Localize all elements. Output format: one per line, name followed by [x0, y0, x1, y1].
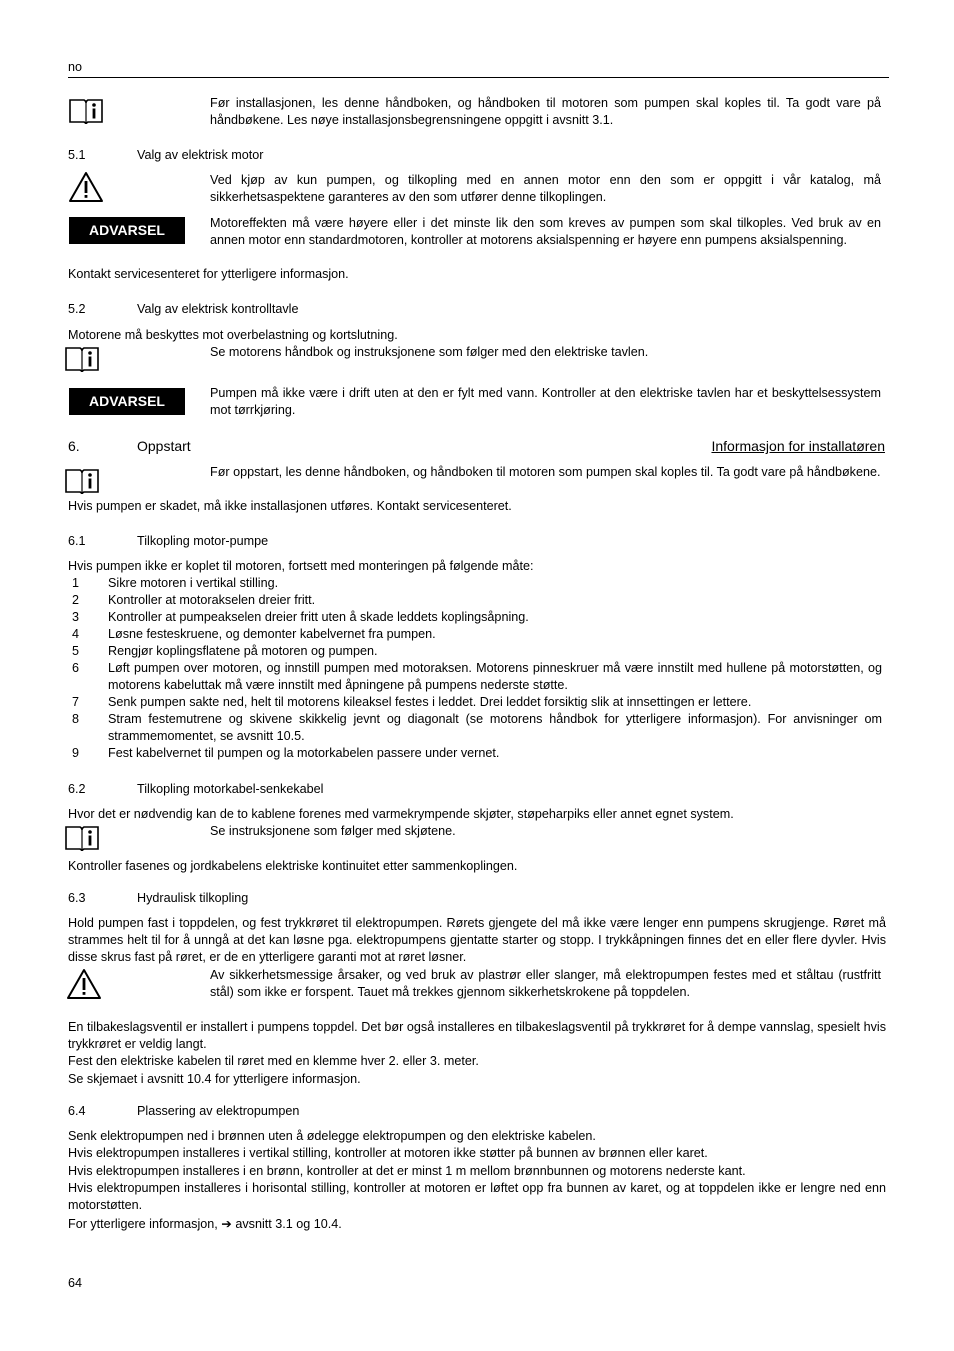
warning-triangle-icon — [66, 968, 102, 1000]
section-6-3-paragraph-2: Av sikkerhetsmessige årsaker, og ved bruk av plastrør eller slanger, må elektropumpen festes med et ståltau (rustfritt stål) som ikke er forspent. Tauet må trekkes gjennom sikkerhetskrokene på toppdelen. — [210, 968, 881, 999]
section-6-3-heading — [0, 891, 900, 909]
reference-prefix: For ytterligere informasjon, — [68, 1217, 218, 1231]
section-6-3-paragraph-5: Se skjemaet i avsnitt 10.4 for ytterligere informasjon. — [68, 1072, 361, 1086]
manual-icon — [62, 344, 102, 374]
section-title: Hydraulisk tilkopling — [137, 891, 249, 905]
list-item: 7 Senk pumpen sakte ned, helt til motorens kileaksel festes i leddet. Drei leddet forsiktig slik at innsettingen er lettere. — [72, 695, 752, 709]
page-number: 64 — [68, 1276, 83, 1290]
list-item: 9 Fest kabelvernet til pumpen og la motorkabelen passere under vernet. — [72, 746, 500, 760]
section-number: 6. — [68, 438, 80, 454]
section-number: 5.1 — [68, 148, 86, 162]
section-6-heading — [0, 438, 900, 458]
section-5-1-paragraph-1: Ved kjøp av kun pumpen, og tilkopling med en annen motor enn den som er oppgitt i vår katalog, må sikkerhetsaspektene garanteres av den som utfører denne tilkoplingen. — [210, 173, 881, 204]
section-5-2-heading — [0, 302, 900, 320]
section-title: Oppstart — [137, 438, 191, 454]
section-6-3-paragraph-3: En tilbakeslagsventil er installert i pumpens toppdel. Det bør også installeres en tilbakeslagsventil på trykkrøret for å dempe vannslag, spesielt hvis trykkrøret er veldig langt. — [68, 1020, 886, 1051]
section-6-2-paragraph-1: Hvor det er nødvendig kan de to kablene forenes med varmekrympende skjøter, støpeharpiks eller annet egnet system. — [68, 807, 734, 821]
list-item: 2 Kontroller at motorakselen dreier fritt. — [72, 593, 316, 607]
section-number: 6.1 — [68, 534, 86, 548]
section-title: Valg av elektrisk kontrolltavle — [137, 302, 299, 316]
section-5-2-paragraph-2: Se motorens håndbok og instruksjonene som følger med den elektriske tavlen. — [210, 345, 649, 359]
warning-label: ADVARSEL — [69, 217, 185, 244]
section-5-1-paragraph-3: Kontakt servicesenteret for ytterligere informasjon. — [68, 267, 349, 281]
manual-icon — [62, 466, 102, 496]
audience-label: Informasjon for installatøren — [711, 438, 885, 454]
language-code: no — [68, 60, 83, 74]
arrow-right-icon: ➔ — [221, 1216, 232, 1231]
list-item: 5 Rengjør koplingsflatene på motoren og pumpen. — [72, 644, 378, 658]
section-6-4-paragraph-3: Hvis elektropumpen installeres i en brønn, kontroller at det er minst 1 m mellom brønnbunnen og motorens nederste kant. — [68, 1164, 746, 1178]
manual-icon — [62, 823, 102, 853]
section-6-paragraph-2: Hvis pumpen er skadet, må ikke installasjonen utføres. Kontakt servicesenteret. — [68, 499, 512, 513]
list-item: 4 Løsne festeskruene, og demonter kabelvernet fra pumpen. — [72, 627, 436, 641]
section-number: 6.3 — [68, 891, 86, 905]
section-title: Tilkopling motor-pumpe — [137, 534, 269, 548]
section-6-2-heading — [0, 782, 900, 800]
section-6-3-paragraph-4: Fest den elektriske kabelen til røret med en klemme hver 2. eller 3. meter. — [68, 1054, 479, 1068]
section-5-1-heading — [0, 148, 900, 166]
section-title: Tilkopling motorkabel-senkekabel — [137, 782, 324, 796]
intro-text: Før installasjonen, les denne håndboken, og håndboken til motoren som pumpen skal koples til. Ta godt vare på håndbøkene. Les nøye installasjonsbegrensningene oppgitt i avsnitt 3.1. — [210, 96, 881, 127]
section-6-4-heading — [0, 1104, 900, 1122]
section-number: 6.2 — [68, 782, 86, 796]
section-6-4-paragraph-5 — [68, 1215, 342, 1233]
section-5-2-paragraph-1: Motorene må beskyttes mot overbelastning og kortslutning. — [68, 328, 398, 342]
list-item: 3 Kontroller at pumpeakselen dreier fritt uten å skade leddets koplingsåpning. — [72, 610, 529, 624]
list-item: 6 Løft pumpen over motoren, og innstill pumpen med motoraksen. Motorens pinneskruer må være innstilt med hullene på motorstøtten, og motorens kabeluttak må være innstilt med åpningene på pumpens nederste støtte. — [72, 661, 882, 692]
section-6-4-paragraph-2: Hvis elektropumpen installeres i vertikal stilling, kontroller at motoren ikke støtter på bunnen av brønnen eller karet. — [68, 1146, 708, 1160]
warning-label: ADVARSEL — [69, 388, 185, 415]
section-5-2-paragraph-3: Pumpen må ikke være i drift uten at den er fylt med vann. Kontroller at den elektriske tavlen har et beskyttelsessystem mot tørrkjøring. — [210, 386, 881, 417]
section-6-4-paragraph-4: Hvis elektropumpen installeres i horisontal stilling, kontroller at motoren er løftet opp fra bunnen av karet, og at toppdelen ikke er lengre ned enn motorstøtten. — [68, 1181, 886, 1212]
manual-icon — [68, 96, 104, 126]
header-rule — [68, 77, 889, 78]
section-6-2-paragraph-3: Kontroller fasenes og jordkabelens elektriske kontinuitet etter sammenkoplingen. — [68, 859, 518, 873]
steps-list — [68, 575, 882, 762]
section-6-4-paragraph-1: Senk elektropumpen ned i brønnen uten å ødelegge elektropumpen og den elektriske kabelen. — [68, 1129, 596, 1143]
section-title: Plassering av elektropumpen — [137, 1104, 300, 1118]
section-6-paragraph-1: Før oppstart, les denne håndboken, og håndboken til motoren som pumpen skal koples til. Ta godt vare på håndbøkene. — [210, 465, 881, 479]
section-number: 5.2 — [68, 302, 86, 316]
list-item: 8 Stram festemutrene og skivene skikkelig jevnt og diagonalt (se motorens håndbok for ytterligere informasjon). For anvisninger om strammemomentet, se avsnitt 10.5. — [72, 712, 882, 743]
warning-triangle-icon — [68, 171, 104, 203]
section-5-1-paragraph-2: Motoreffekten må være høyere eller i det minste lik den som kreves av pumpen som skal tilkoples. Ved bruk av en annen motor enn standardmotoren, kontroller at motorens aksialspenning er høyere enn pumpens aksialspenning. — [210, 216, 881, 247]
section-6-2-paragraph-2: Se instruksjonene som følger med skjøtene. — [210, 824, 456, 838]
section-6-3-paragraph-1: Hold pumpen fast i toppdelen, og fest trykkrøret til elektropumpen. Rørets gjengete del må ikke være lenger enn pumpens skrugjenge. Røret må strammes helt til for å unngå at det kan løsne pga. elektropumpens gjentatte starter og stopp. I trykkåpningen finnes det en eller flere dyvler. Hvis disse skrus fast på røret, er de en ytterligere garanti mot at røret løsner. — [68, 916, 886, 964]
reference-suffix: avsnitt 3.1 og 10.4. — [235, 1217, 342, 1231]
section-title: Valg av elektrisk motor — [137, 148, 264, 162]
section-number: 6.4 — [68, 1104, 86, 1118]
section-6-1-heading — [0, 534, 900, 552]
section-6-1-intro: Hvis pumpen ikke er koplet til motoren, fortsett med monteringen på følgende måte: — [68, 559, 534, 573]
list-item: 1 Sikre motoren i vertikal stilling. — [72, 576, 279, 590]
